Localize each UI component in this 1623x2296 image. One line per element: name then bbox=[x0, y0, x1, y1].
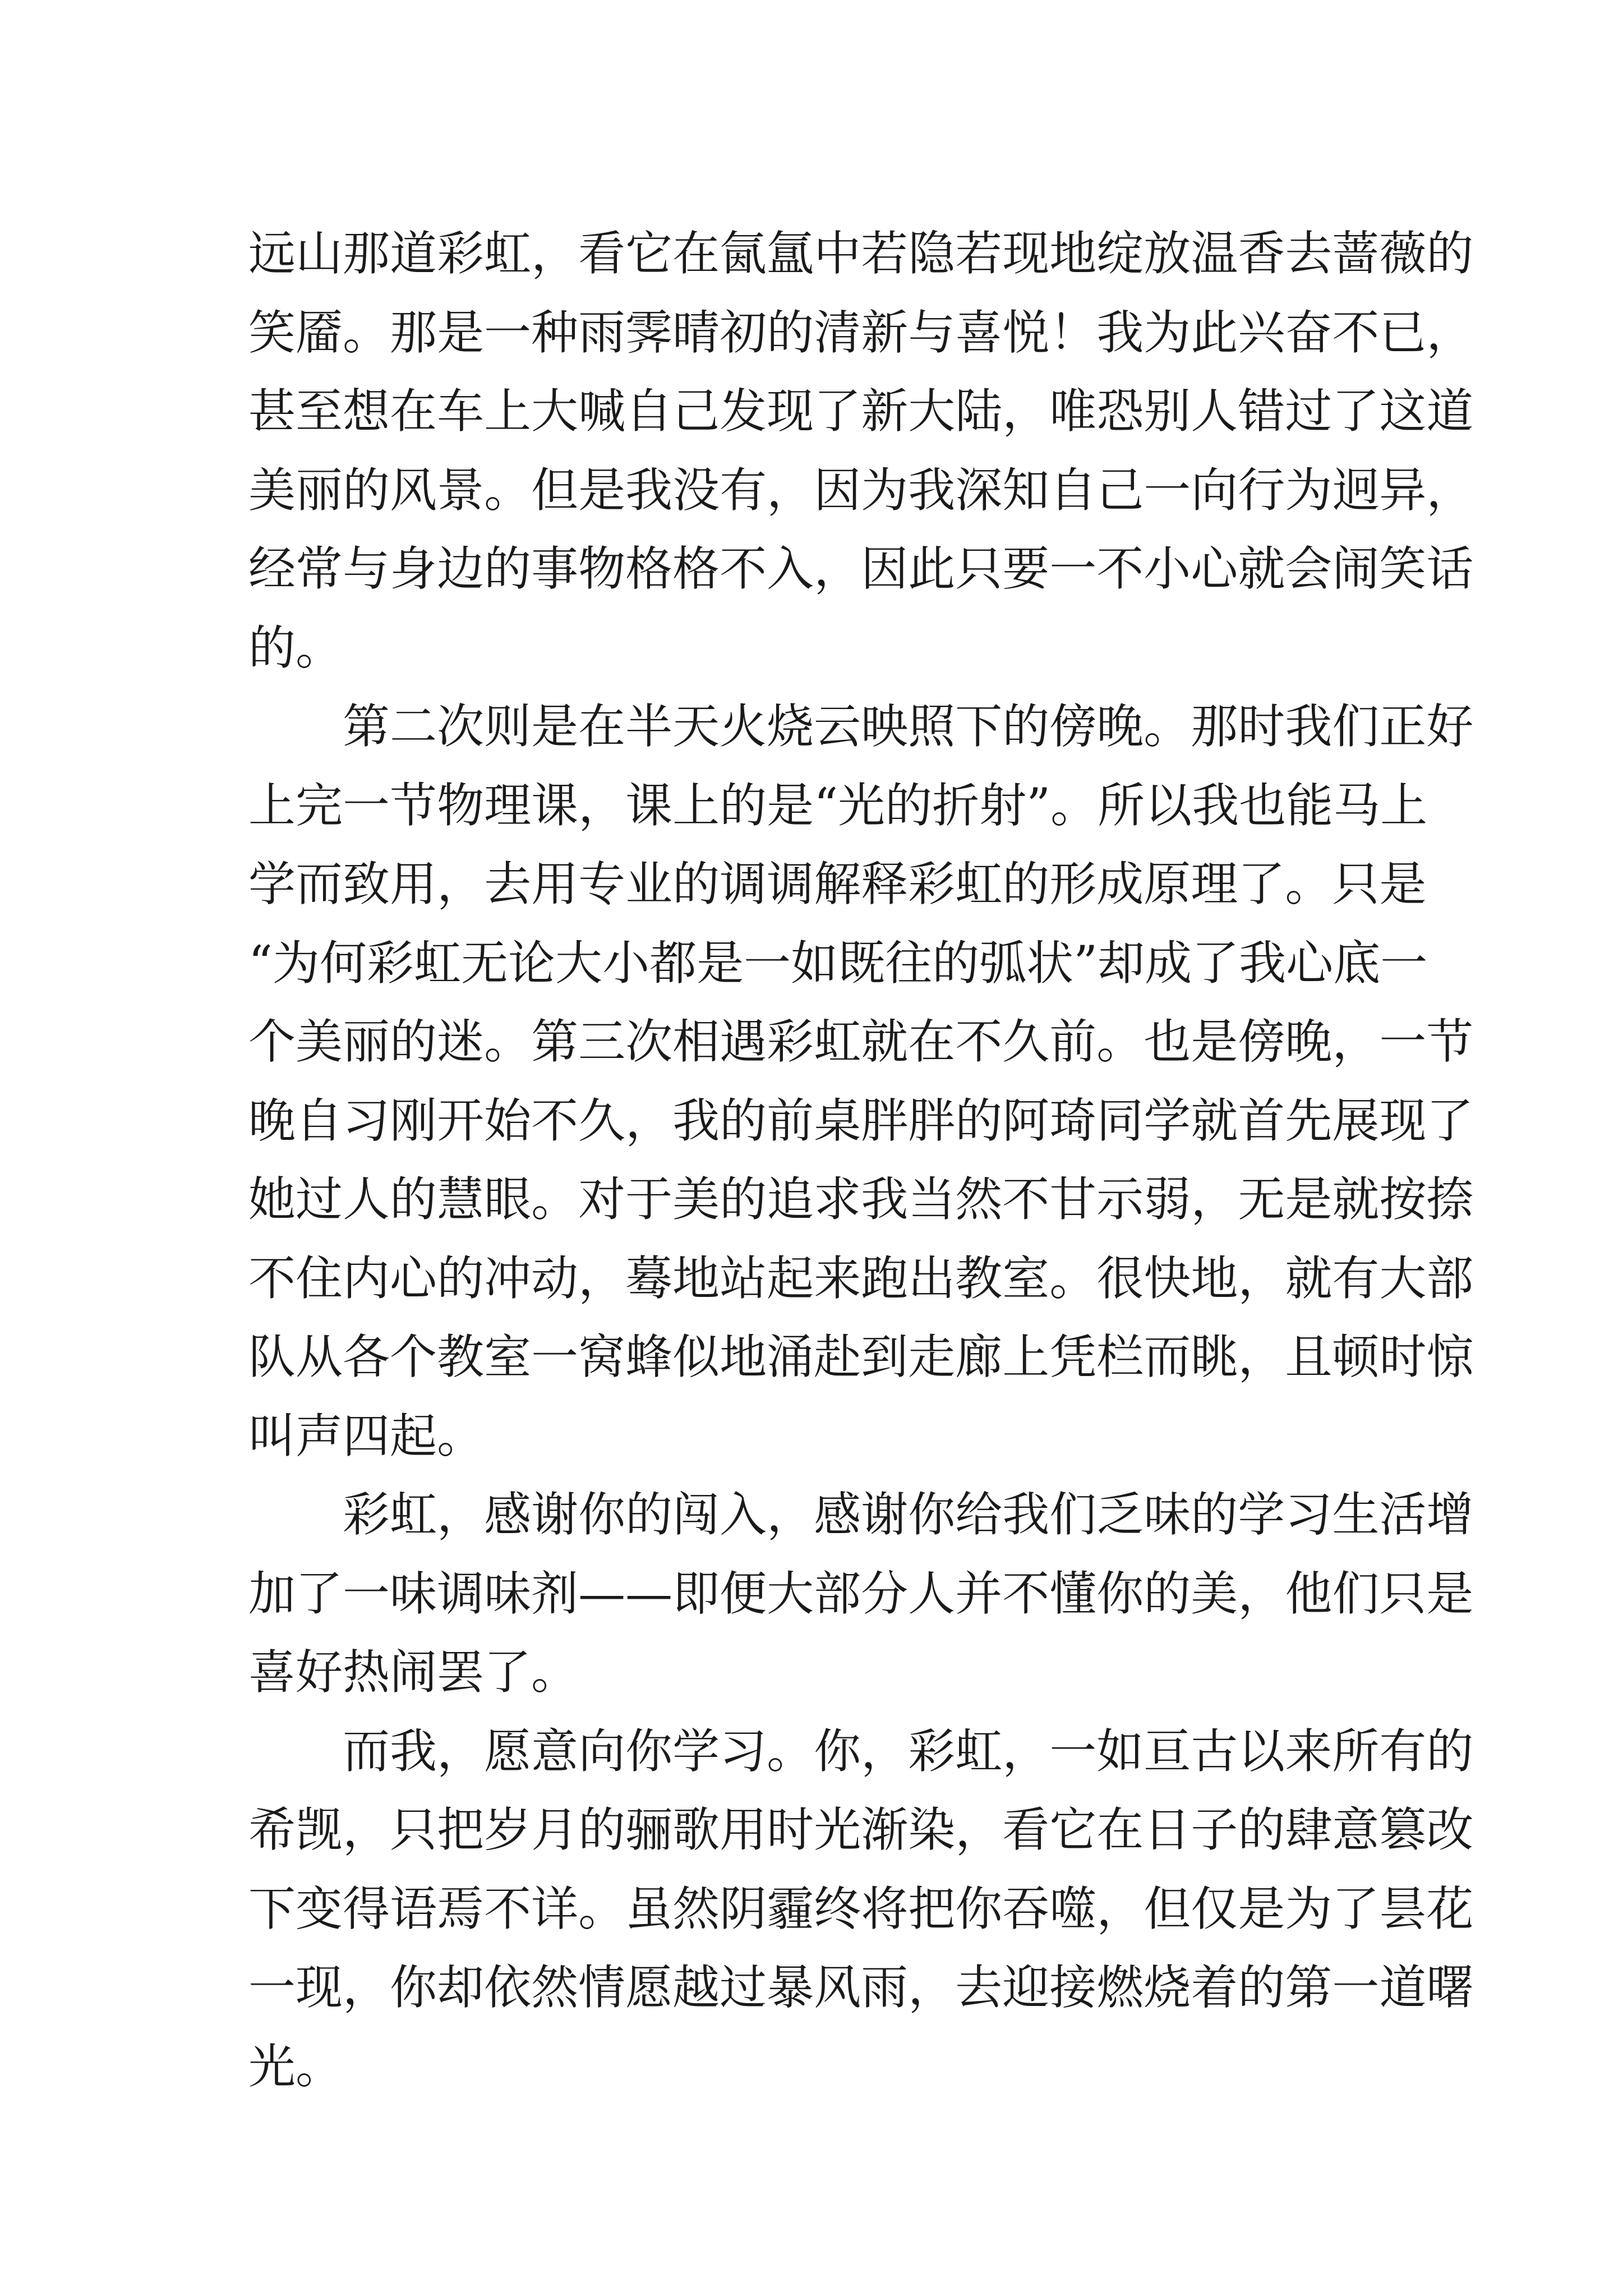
text-line: 队 从 各 个 教 室 一 窝 蜂 似 地 涌 赴 到 走 廊 上 凭 栏 而 眺 ， 且 顿 时 惊 bbox=[248, 1329, 1474, 1384]
text-line: 经 常 与 身 边 的 事 物 格 格 不 入 ， 因 此 只 要 一 不 小 心 就 会 闹 笑 话 bbox=[248, 541, 1474, 596]
paragraph-start-line: 而 我 ， 愿 意 向 你 学 习 。 你 ， 彩 虹 ， 一 如 亘 古 以 来 所 有 的 bbox=[343, 1723, 1474, 1779]
text-line: 笑 靥 。 那 是 一 种 雨 霁 晴 初 的 清 新 与 喜 悦 ！ 我 为 此 兴 奋 不 已 ， bbox=[248, 305, 1474, 360]
paragraph-start-line: 彩 虹 ， 感 谢 你 的 闯 入 ， 感 谢 你 给 我 们 乏 味 的 学 习 生 活 增 bbox=[343, 1487, 1474, 1542]
paragraph-start-line: 第 二 次 则 是 在 半 天 火 烧 云 映 照 下 的 傍 晚 。 那 时 我 们 正 好 bbox=[343, 699, 1474, 754]
text-line: 下 变 得 语 焉 不 详 。 虽 然 阴 霾 终 将 把 你 吞 噬 ， 但 仅 是 为 了 昙 花 bbox=[248, 1881, 1474, 1936]
text-line: 一 现 ， 你 却 依 然 情 愿 越 过 暴 风 雨 ， 去 迎 接 燃 烧 着 的 第 一 道 曙 bbox=[248, 1960, 1474, 2015]
text-line: 上 完 一 节 物 理 课 ， 课 上 的 是 “ 光 的 折 射 ” 。 所 以 我 也 能 马 上 bbox=[248, 777, 1428, 833]
text-line: 喜好热闹罢了。 bbox=[248, 1645, 579, 1700]
text-line: “ 为 何 彩 虹 无 论 大 小 都 是 一 如 既 往 的 弧 状 ” 却 成 了 我 心 底 一 bbox=[248, 935, 1428, 991]
text-line: 远 山 那 道 彩 虹 ， 看 它 在 氤 氲 中 若 隐 若 现 地 绽 放 温 香 去 蔷 薇 的 bbox=[248, 226, 1474, 281]
text-line: 甚 至 想 在 车 上 大 喊 自 己 发 现 了 新 大 陆 ， 唯 恐 别 人 错 过 了 这 道 bbox=[248, 384, 1474, 439]
text-line: 美 丽 的 风 景 。 但 是 我 没 有 ， 因 为 我 深 知 自 己 一 向 行 为 迥 异 ， bbox=[248, 462, 1474, 518]
essay-body bbox=[248, 214, 1474, 2106]
text-line: 希 觊 ， 只 把 岁 月 的 骊 歌 用 时 光 渐 染 ， 看 它 在 日 子 的 肆 意 篡 改 bbox=[248, 1802, 1474, 1857]
text-line: 叫声四起。 bbox=[248, 1408, 485, 1464]
text-line: 个 美 丽 的 迷 。 第 三 次 相 遇 彩 虹 就 在 不 久 前 。 也 是 傍 晚 ， 一 节 bbox=[248, 1014, 1474, 1069]
text-line: 光。 bbox=[248, 2039, 343, 2094]
text-line: 学 而 致 用 ， 去 用 专 业 的 调 调 解 释 彩 虹 的 形 成 原 理 了 。 只 是 bbox=[248, 857, 1427, 912]
text-line: 晚 自 习 刚 开 始 不 久 ， 我 的 前 桌 胖 胖 的 阿 琦 同 学 就 首 先 展 现 了 bbox=[248, 1093, 1474, 1148]
text-line: 加 了 一 味 调 味 剂 — — 即 便 大 部 分 人 并 不 懂 你 的 美 ， 他 们 只 是 bbox=[248, 1566, 1474, 1621]
text-line: 她 过 人 的 慧 眼 。 对 于 美 的 追 求 我 当 然 不 甘 示 弱 ， 无 是 就 按 捺 bbox=[248, 1172, 1474, 1227]
text-line: 不 住 内 心 的 冲 动 ， 蓦 地 站 起 来 跑 出 教 室 。 很 快 地 ， 就 有 大 部 bbox=[248, 1250, 1474, 1306]
text-line: 的。 bbox=[248, 620, 343, 675]
